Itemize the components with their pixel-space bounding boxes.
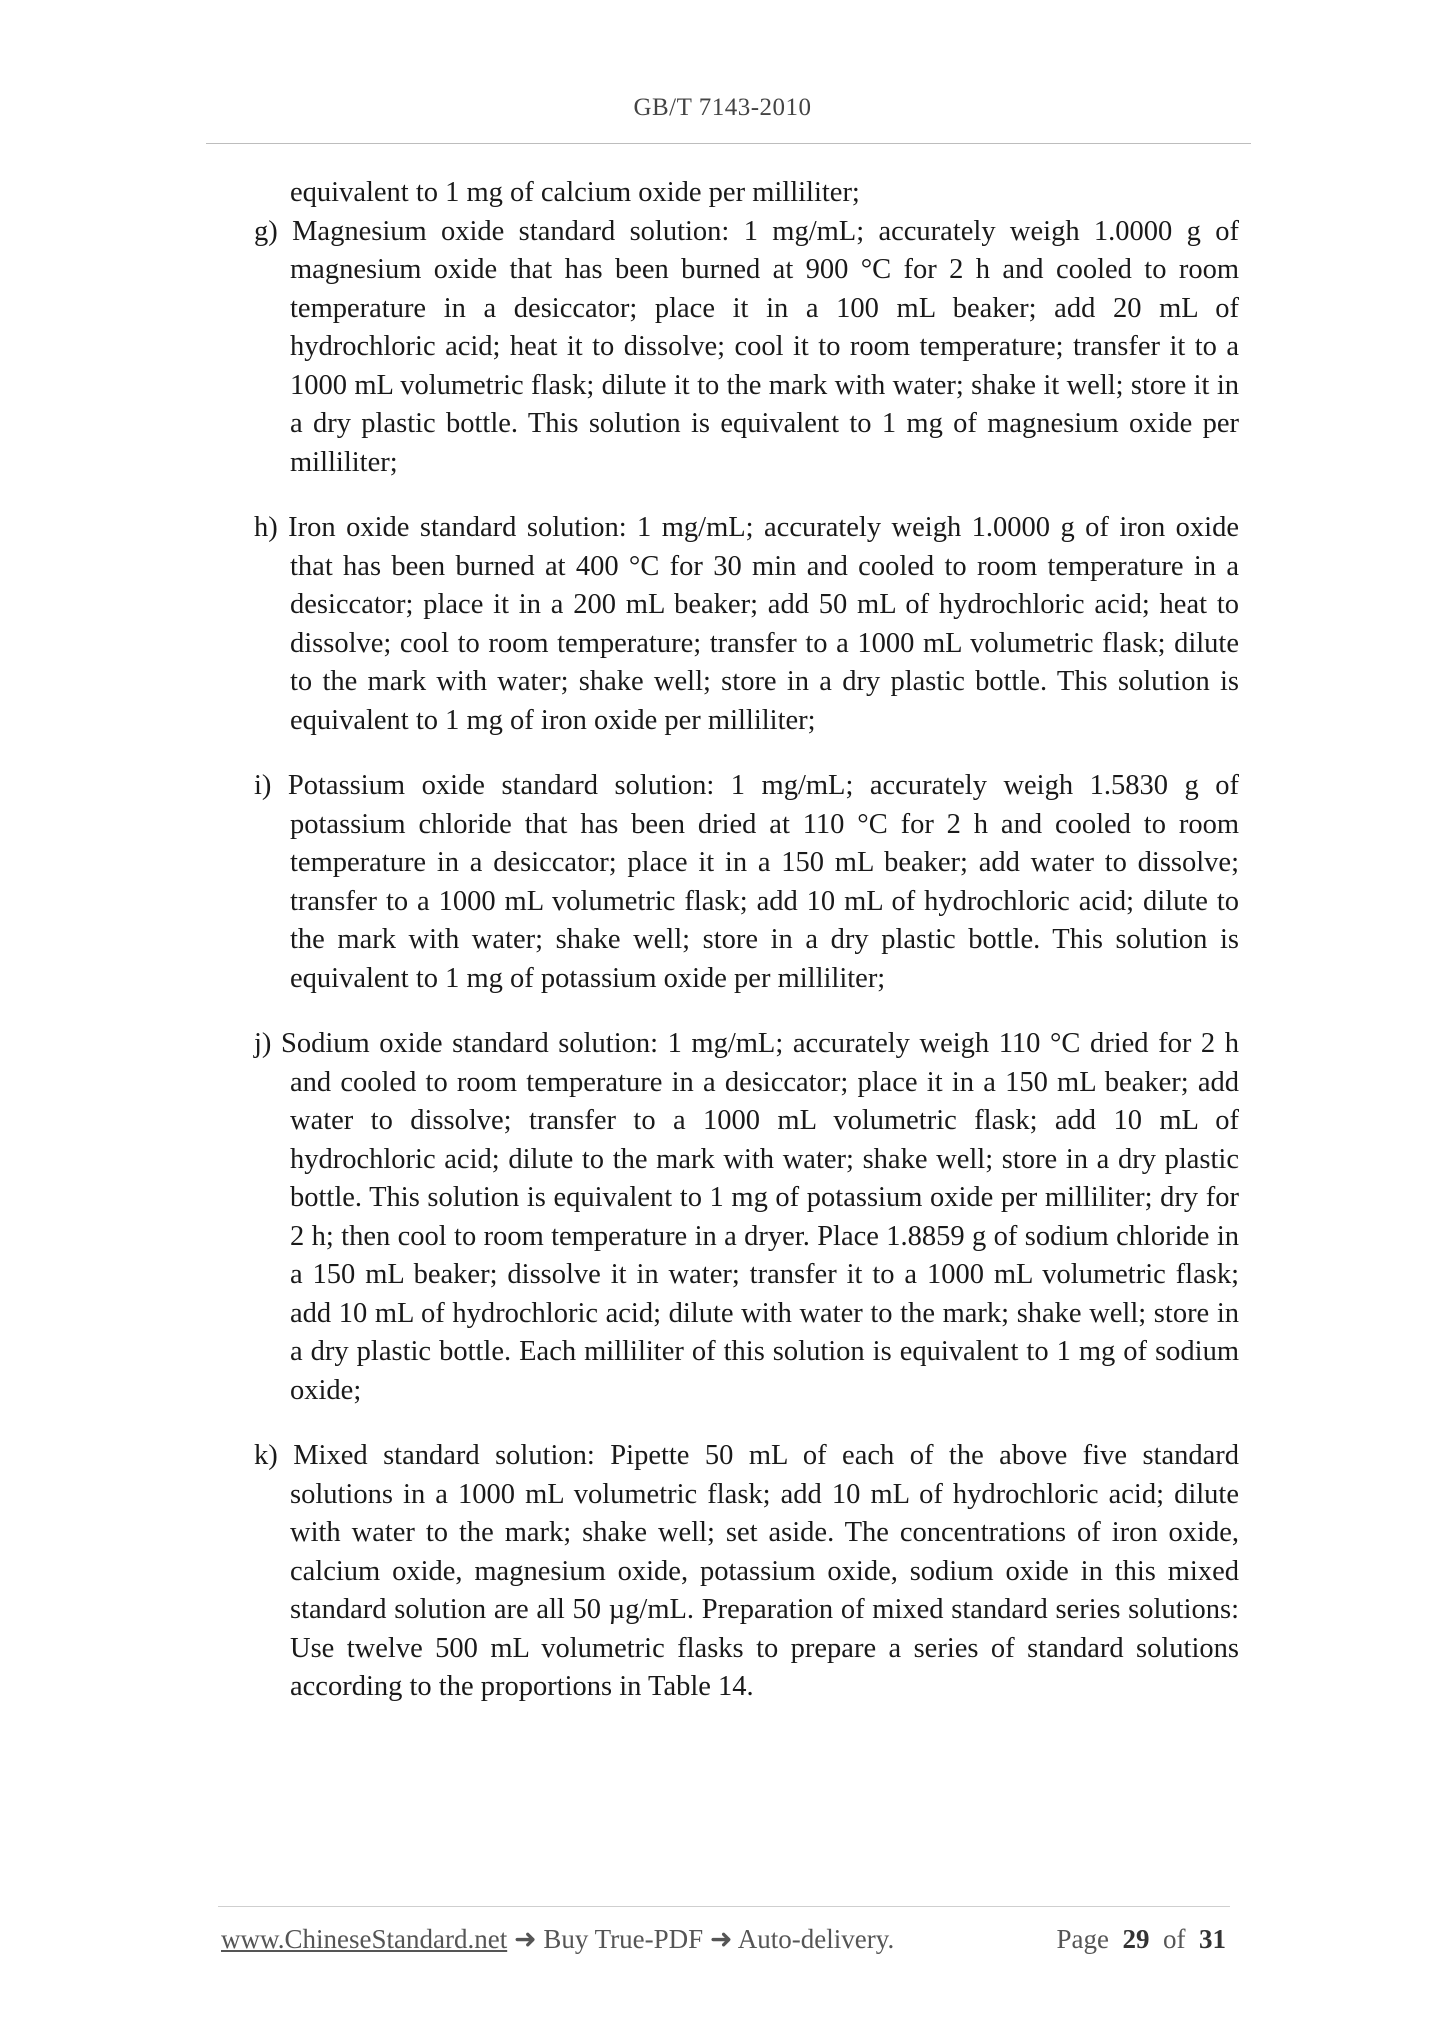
delivery-text: Auto-delivery. <box>737 1924 895 1954</box>
document-footer <box>221 1924 1226 1964</box>
of-label: of <box>1163 1924 1186 1954</box>
list-item-i: i) Potassium oxide standard solution: 1 mg/mL; accurately weigh 1.5830 g of potassium chloride that has been dried at 110 °C for 2 h and cooled to room temperature in a desiccator; place it in a 150 mL beaker; add water to dissolve; transfer to a 1000 mL volumetric flask; add 10 mL of hydrochloric acid; dilute to the mark with water; shake well; store in a dry plastic bottle. This solution is equivalent to 1 mg of potassium oxide per milliliter; <box>254 770 1239 994</box>
header-divider <box>206 143 1251 144</box>
standard-number: GB/T 7143-2010 <box>633 94 812 121</box>
list-item-g: g) Magnesium oxide standard solution: 1 mg/mL; accurately weigh 1.0000 g of magnesium oxide that has been burned at 900 °C for 2 h and cooled to room temperature in a desiccator; place it in a 100 mL beaker; add 20 mL of hydrochloric acid; heat it to dissolve; cool it to room temperature; transfer it to a 1000 mL volumetric flask; dilute it to the mark with water; shake it well; store it in a dry plastic bottle. This solution is equivalent to 1 mg of magnesium oxide per milliliter; <box>254 215 1239 478</box>
page-indicator <box>1057 1924 1226 1955</box>
total-pages: 31 <box>1199 1924 1226 1954</box>
arrow-right-icon: ➜ <box>709 1924 733 1954</box>
page-label: Page <box>1056 1924 1109 1954</box>
site-link[interactable]: www.ChineseStandard.net <box>221 1924 508 1954</box>
document-header <box>0 94 1445 122</box>
buy-text: Buy True-PDF <box>543 1924 704 1954</box>
continuation-paragraph: equivalent to 1 mg of calcium oxide per milliliter; <box>290 177 860 208</box>
footer-divider <box>218 1906 1230 1907</box>
document-body <box>254 174 1239 1734</box>
list-item-h: h) Iron oxide standard solution: 1 mg/mL; accurately weigh 1.0000 g of iron oxide that has been burned at 400 °C for 30 min and cooled to room temperature in a desiccator; place it in a 200 mL beaker; add 50 mL of hydrochloric acid; heat to dissolve; cool to room temperature; transfer to a 1000 mL volumetric flask; dilute to the mark with water; shake well; store in a dry plastic bottle. This solution is equivalent to 1 mg of iron oxide per milliliter; <box>254 512 1239 736</box>
arrow-right-icon: ➜ <box>513 1924 537 1954</box>
footer-promo <box>221 1924 894 1955</box>
list-item-k: k) Mixed standard solution: Pipette 50 mL of each of the above five standard solutions in a 1000 mL volumetric flask; add 10 mL of hydrochloric acid; dilute with water to the mark; shake well; set aside. The concentrations of iron oxide, calcium oxide, magnesium oxide, potassium oxide, sodium oxide in this mixed standard solution are all 50 µg/mL. Preparation of mixed standard series solutions: Use twelve 500 mL volumetric flasks to prepare a series of standard solutions according to the proportions in Table 14. <box>254 1440 1239 1702</box>
list-item-j: j) Sodium oxide standard solution: 1 mg/mL; accurately weigh 110 °C dried for 2 h and cooled to room temperature in a desiccator; place it in a 150 mL beaker; add water to dissolve; transfer to a 1000 mL volumetric flask; add 10 mL of hydrochloric acid; dilute to the mark with water; shake well; store in a dry plastic bottle. This solution is equivalent to 1 mg of potassium oxide per milliliter; dry for 2 h; then cool to room temperature in a dryer. Place 1.8859 g of sodium chloride in a 150 mL beaker; dissolve it in water; transfer it to a 1000 mL volumetric flask; add 10 mL of hydrochloric acid; dilute with water to the mark; shake well; store in a dry plastic bottle. Each milliliter of this solution is equivalent to 1 mg of sodium oxide; <box>254 1028 1239 1406</box>
current-page: 29 <box>1122 1924 1150 1954</box>
